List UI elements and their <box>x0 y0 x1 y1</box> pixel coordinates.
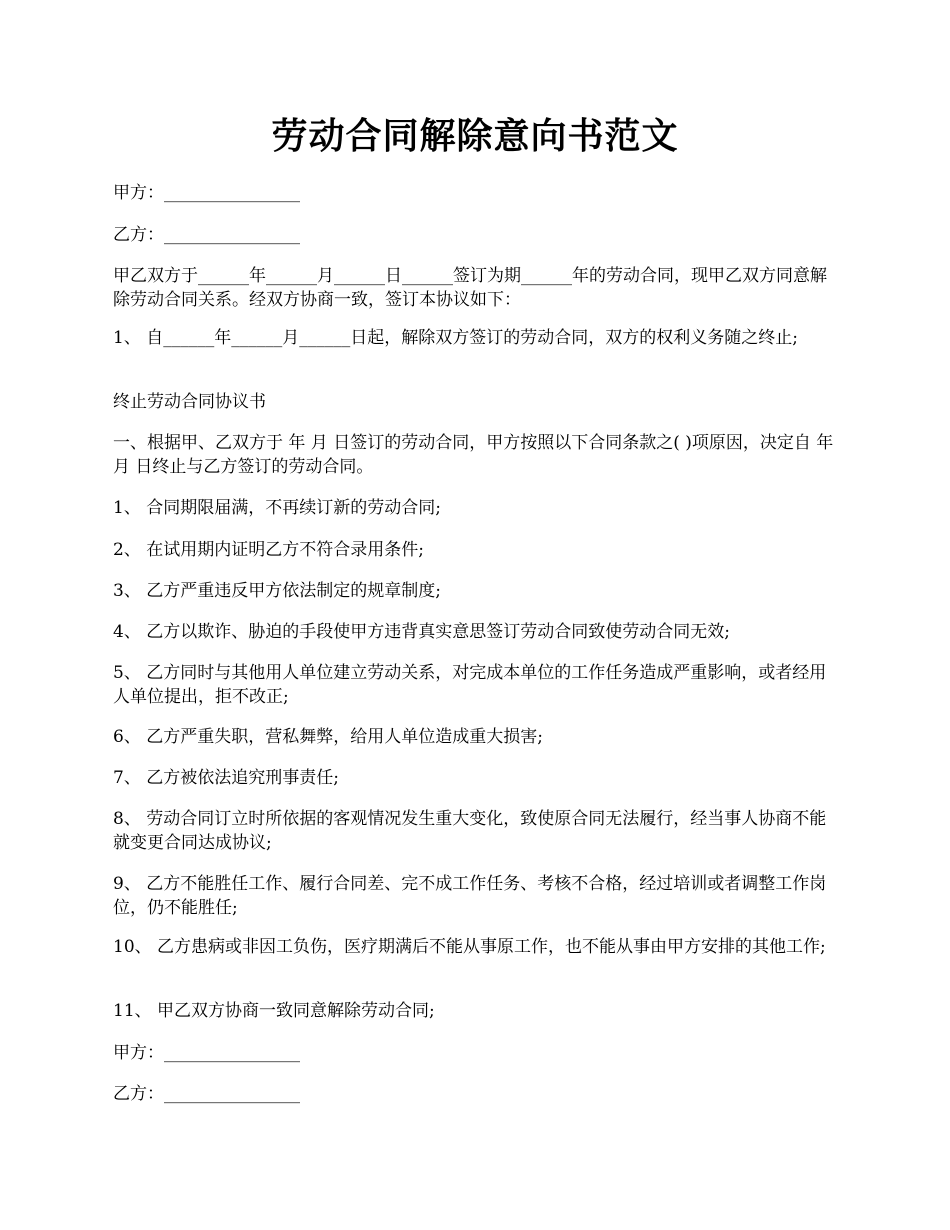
list-item: 5、 乙方同时与其他用人单位建立劳动关系，对完成本单位的工作任务造成严重影响，或者经用人单位提出，拒不改正; <box>113 663 827 707</box>
list-item: 8、 劳动合同订立时所依据的客观情况发生重大变化，致使原合同无法履行，经当事人协商不能就变更合同达成协议; <box>113 809 827 853</box>
document-title: 劳动合同解除意向书范文 <box>271 115 679 157</box>
party-a-line: 甲方：________________ <box>113 183 300 203</box>
clause-1: 1、 自______年______月______日起，解除双方签订的劳动合同，双方的权利义务随之终止; <box>113 328 798 348</box>
list-item: 10、 乙方患病或非因工负伤，医疗期满后不能从事原工作，也不能从事由甲方安排的其他工作; <box>113 937 826 957</box>
section-one-paragraph: 一、根据甲、乙双方于 年 月 日签订的劳动合同，甲方按照以下合同条款之( )项原因，决定自 年 月 日终止与乙方签订的劳动合同。 <box>113 433 834 477</box>
list-item: 3、 乙方严重违反甲方依法制定的规章制度; <box>113 581 441 601</box>
list-item: 7、 乙方被依法追究刑事责任; <box>113 768 339 788</box>
list-item: 11、 甲乙双方协商一致同意解除劳动合同; <box>113 1001 435 1021</box>
list-item: 1、 合同期限届满，不再续订新的劳动合同; <box>113 498 441 518</box>
section-heading: 终止劳动合同协议书 <box>113 392 266 412</box>
intro-paragraph: 甲乙双方于______年______月______日______签订为期______年的劳动合同，现甲乙双方同意解除劳动合同关系。经双方协商一致，签订本协议如下： <box>113 266 827 310</box>
party-a-signature-line: 甲方：________________ <box>113 1043 300 1063</box>
list-item: 6、 乙方严重失职，营私舞弊，给用人单位造成重大损害; <box>113 727 543 747</box>
list-item: 9、 乙方不能胜任工作、履行合同差、完不成工作任务、考核不合格，经过培训或者调整工作岗位，仍不能胜任; <box>113 874 827 918</box>
party-b-line: 乙方：________________ <box>113 225 300 245</box>
party-b-signature-line: 乙方：________________ <box>113 1084 300 1104</box>
list-item: 4、 乙方以欺诈、胁迫的手段使甲方违背真实意思签订劳动合同致使劳动合同无效; <box>113 622 730 642</box>
list-item: 2、 在试用期内证明乙方不符合录用条件; <box>113 540 424 560</box>
